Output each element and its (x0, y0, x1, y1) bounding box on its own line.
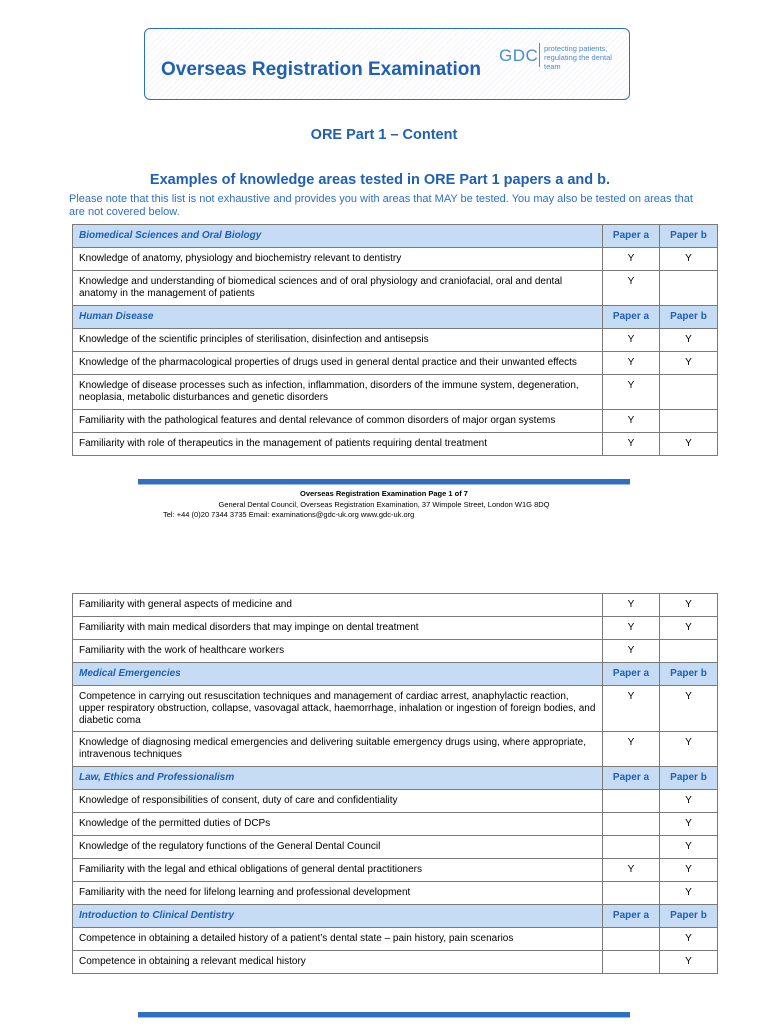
section-header-row (73, 306, 718, 329)
paper-a-cell (603, 951, 660, 974)
knowledge-area-text: Familiarity with role of therapeutics in the management of patients requiring dental treatment (73, 433, 603, 456)
knowledge-area-text: Knowledge of the scientific principles of sterilisation, disinfection and antisepsis (73, 329, 603, 352)
knowledge-area-text: Familiarity with main medical disorders that may impinge on dental treatment (73, 617, 603, 640)
paper-b-cell: Y (660, 813, 718, 836)
table-row (73, 951, 718, 974)
paper-b-header: Paper b (660, 306, 718, 329)
paper-a-header: Paper a (603, 663, 660, 686)
paper-a-cell: Y (603, 248, 660, 271)
table-row (73, 329, 718, 352)
knowledge-area-text: Familiarity with the need for lifelong learning and professional development (73, 882, 603, 905)
header-banner (144, 28, 630, 100)
gdc-tagline (544, 44, 629, 71)
paper-a-cell: Y (603, 859, 660, 882)
table-row (73, 732, 718, 767)
knowledge-area-text: Knowledge and understanding of biomedical sciences and of oral physiology and craniofacial, oral and dental anatomy in the management of patients (73, 271, 603, 306)
knowledge-table-page-2 (72, 593, 718, 974)
paper-b-header: Paper b (660, 767, 718, 790)
table-row (73, 352, 718, 375)
table-row (73, 686, 718, 732)
paper-a-cell: Y (603, 617, 660, 640)
part-title: ORE Part 1 – Content (310, 127, 458, 143)
paper-a-cell (603, 928, 660, 951)
paper-a-cell: Y (603, 640, 660, 663)
paper-a-cell: Y (603, 352, 660, 375)
table-row (73, 271, 718, 306)
paper-b-cell: Y (660, 433, 718, 456)
knowledge-area-text: Knowledge of the regulatory functions of the General Dental Council (73, 836, 603, 859)
knowledge-table-page-1 (72, 224, 718, 456)
paper-b-cell: Y (660, 617, 718, 640)
examples-title: Examples of knowledge areas tested in ORE Part 1 papers a and b. (149, 172, 611, 188)
paper-a-cell: Y (603, 375, 660, 410)
paper-b-cell (660, 271, 718, 306)
paper-b-header: Paper b (660, 663, 718, 686)
paper-b-cell: Y (660, 732, 718, 767)
table-row (73, 813, 718, 836)
paper-b-header: Paper b (660, 905, 718, 928)
paper-b-cell: Y (660, 248, 718, 271)
paper-a-cell: Y (603, 594, 660, 617)
section-title: Human Disease (73, 306, 603, 329)
tagline-line-1: protecting patients, (544, 44, 608, 53)
section-header-row (73, 225, 718, 248)
paper-b-cell: Y (660, 928, 718, 951)
logo-divider (539, 43, 540, 67)
paper-a-header: Paper a (603, 905, 660, 928)
knowledge-area-text: Knowledge of the permitted duties of DCPs (73, 813, 603, 836)
knowledge-area-text: Familiarity with the work of healthcare workers (73, 640, 603, 663)
table-row (73, 594, 718, 617)
paper-a-cell (603, 790, 660, 813)
paper-b-cell (660, 375, 718, 410)
footer-contact: Tel: +44 (0)20 7344 3735 Email: examinations@gdc-uk.org www.gdc-uk.org (163, 510, 415, 519)
gdc-logo: GDC (499, 46, 539, 65)
paper-b-cell (660, 640, 718, 663)
table-row (73, 836, 718, 859)
footer-page-title: Overseas Registration Examination Page 1 of 7 (300, 489, 468, 498)
knowledge-area-text: Familiarity with the pathological features and dental relevance of common disorders of major organ systems (73, 410, 603, 433)
section-title: Law, Ethics and Professionalism (73, 767, 603, 790)
paper-b-cell (660, 410, 718, 433)
table-row (73, 928, 718, 951)
section-title: Medical Emergencies (73, 663, 603, 686)
paper-a-cell: Y (603, 732, 660, 767)
paper-a-cell: Y (603, 271, 660, 306)
table-row (73, 790, 718, 813)
paper-b-cell: Y (660, 686, 718, 732)
paper-a-header: Paper a (603, 225, 660, 248)
knowledge-area-text: Knowledge of diagnosing medical emergencies and delivering suitable emergency drugs using, where appropriate, intravenous techniques (73, 732, 603, 767)
footer-rule-2 (138, 1012, 630, 1018)
paper-a-header: Paper a (603, 306, 660, 329)
knowledge-area-text: Familiarity with the legal and ethical obligations of general dental practitioners (73, 859, 603, 882)
paper-b-cell: Y (660, 836, 718, 859)
paper-a-cell (603, 836, 660, 859)
knowledge-area-text: Competence in obtaining a relevant medical history (73, 951, 603, 974)
table-row (73, 248, 718, 271)
section-title: Biomedical Sciences and Oral Biology (73, 225, 603, 248)
section-header-row (73, 905, 718, 928)
knowledge-area-text: Competence in carrying out resuscitation techniques and management of cardiac arrest, anaphylactic reaction, upper respiratory obstruction, collapse, vasovagal attack, haemorrhage, inhalation or ingestion of foreign bodies, and diabetic coma (73, 686, 603, 732)
table-row (73, 617, 718, 640)
table-row (73, 410, 718, 433)
document-title: Overseas Registration Examination (161, 59, 481, 80)
paper-a-cell (603, 882, 660, 905)
paper-a-cell (603, 813, 660, 836)
section-header-row (73, 767, 718, 790)
paper-a-header: Paper a (603, 767, 660, 790)
paper-a-cell: Y (603, 433, 660, 456)
table-row (73, 859, 718, 882)
paper-b-cell: Y (660, 329, 718, 352)
tagline-line-2: regulating the dental team (544, 53, 612, 71)
footer-rule (138, 479, 630, 485)
knowledge-area-text: Knowledge of the pharmacological properties of drugs used in general dental practice and their unwanted effects (73, 352, 603, 375)
knowledge-area-text: Familiarity with general aspects of medicine and (73, 594, 603, 617)
paper-b-cell: Y (660, 859, 718, 882)
table-row (73, 882, 718, 905)
knowledge-area-text: Knowledge of responsibilities of consent, duty of care and confidentiality (73, 790, 603, 813)
knowledge-area-text: Knowledge of disease processes such as infection, inflammation, disorders of the immune system, degeneration, neoplasia, metabolic disturbances and genetic disorders (73, 375, 603, 410)
knowledge-area-text: Competence in obtaining a detailed history of a patient’s dental state – pain history, pain scenarios (73, 928, 603, 951)
knowledge-area-text: Knowledge of anatomy, physiology and biochemistry relevant to dentistry (73, 248, 603, 271)
footer-address: General Dental Council, Overseas Registration Examination, 37 Wimpole Street, London W1G 8DQ (218, 500, 550, 509)
disclaimer-note: Please note that this list is not exhaustive and provides you with areas that MAY be tested. You may also be tested on areas that are not covered below. (69, 193, 693, 218)
paper-b-cell: Y (660, 790, 718, 813)
paper-b-cell: Y (660, 352, 718, 375)
table-row (73, 433, 718, 456)
paper-b-header: Paper b (660, 225, 718, 248)
paper-a-cell: Y (603, 329, 660, 352)
paper-b-cell: Y (660, 951, 718, 974)
section-title: Introduction to Clinical Dentistry (73, 905, 603, 928)
paper-b-cell: Y (660, 594, 718, 617)
table-row (73, 640, 718, 663)
table-row (73, 375, 718, 410)
paper-b-cell: Y (660, 882, 718, 905)
section-header-row (73, 663, 718, 686)
paper-a-cell: Y (603, 686, 660, 732)
paper-a-cell: Y (603, 410, 660, 433)
